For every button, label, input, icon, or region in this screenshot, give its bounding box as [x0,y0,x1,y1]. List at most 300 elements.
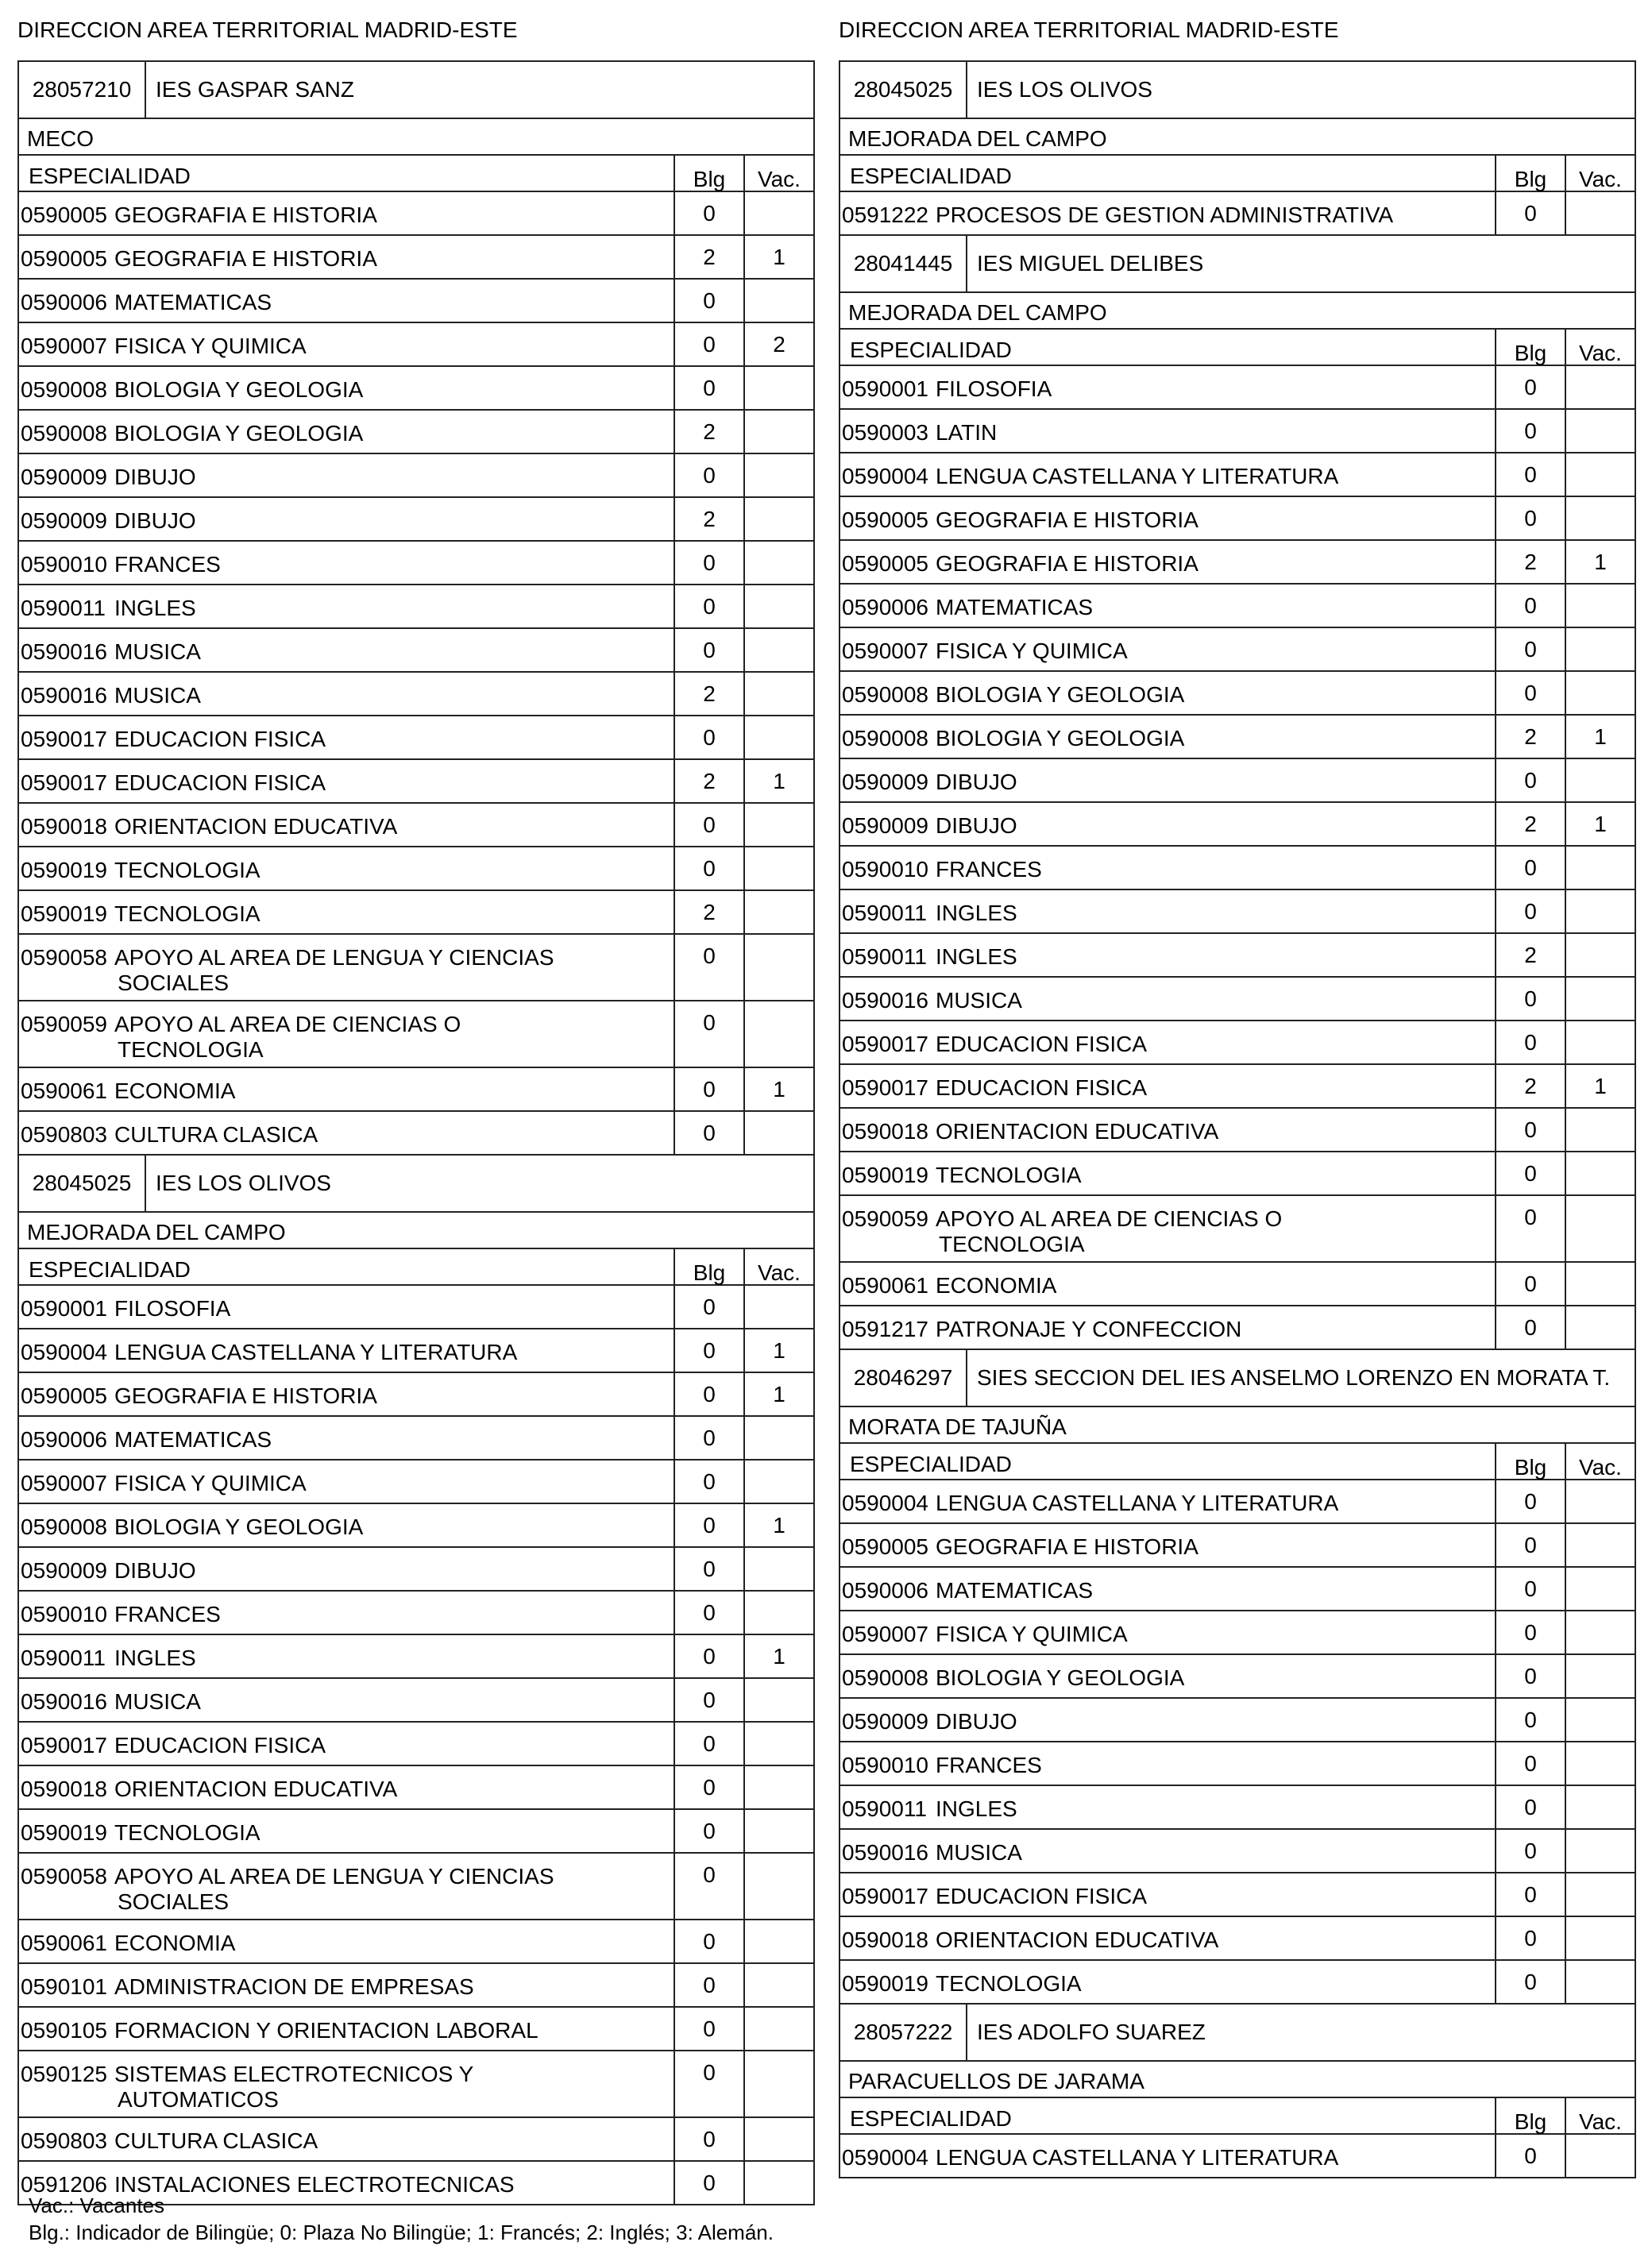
speciality-code: 0590011 [842,901,927,925]
vac-cell: 1 [1565,1065,1635,1107]
vac-cell [1565,192,1635,234]
blg-cell: 0 [674,1068,743,1110]
speciality-cell [19,760,674,802]
speciality-cell [840,890,1495,932]
speciality-name: DIBUJO [114,508,196,533]
blg-cell: 2 [674,673,743,715]
speciality-name: INSTALACIONES ELECTROTECNICAS [114,2172,515,2197]
vac-cell [743,1460,813,1503]
speciality-code: 0590004 [842,464,929,488]
speciality-code: 0590009 [21,1558,108,1583]
speciality-code: 0590010 [21,552,108,577]
speciality-cell [19,585,674,627]
speciality-name: CULTURA CLASICA [114,2128,318,2153]
speciality-code: 0590018 [21,814,108,839]
table-row [19,322,813,365]
vac-cell [743,1679,813,1721]
vac-cell [743,1810,813,1852]
header-vac: Vac. [1565,330,1635,365]
table-row [840,1107,1635,1151]
speciality-code: 0590017 [842,1075,929,1100]
blg-cell: 2 [1495,541,1565,583]
blg-cell: 0 [674,585,743,627]
blg-cell: 0 [1495,1480,1565,1522]
table-row [19,671,813,715]
speciality-cell [840,1961,1495,2003]
speciality-code: 0590008 [21,377,108,402]
speciality-name: DIBUJO [936,1709,1017,1734]
vac-cell [1565,890,1635,932]
header-vac: Vac. [743,1249,813,1284]
speciality-name-cont: TECNOLOGIA [939,1232,1085,1256]
speciality-name: EDUCACION FISICA [114,770,326,795]
table-row [19,1328,813,1372]
speciality-cell [19,1592,674,1634]
speciality-code: 0590009 [842,770,929,794]
vac-cell [743,2008,813,2050]
speciality-cell [19,1548,674,1590]
speciality-cell [19,1329,674,1372]
speciality-name: FRANCES [114,1602,221,1626]
speciality-cell [19,1635,674,1677]
center-name: IES LOS OLIVOS [156,1171,331,1195]
header-blg: Blg [674,156,743,191]
speciality-name: LENGUA CASTELLANA Y LITERATURA [936,1491,1339,1515]
speciality-name: BIOLOGIA Y GEOLOGIA [936,726,1185,750]
center-header [840,1350,1635,1406]
speciality-code: 0590008 [842,726,929,750]
speciality-code: 0590007 [842,639,929,663]
speciality-code: 0590008 [842,1665,929,1690]
blg-cell: 0 [674,1329,743,1372]
speciality-name: FRANCES [114,552,221,577]
speciality-code: 0590007 [21,1471,108,1495]
speciality-cell [840,1306,1495,1349]
speciality-cell [19,2008,674,2050]
blg-cell: 0 [674,280,743,322]
table-row [19,2006,813,2050]
vac-cell [743,673,813,715]
vac-cell [743,411,813,453]
table-row [840,1785,1635,1828]
vac-cell [1565,1152,1635,1194]
speciality-name: MATEMATICAS [114,1427,272,1452]
table-row [19,627,813,671]
speciality-code: 0590004 [842,2145,929,2170]
blg-cell: 0 [674,1964,743,2006]
blg-cell: 0 [1495,1152,1565,1194]
speciality-cell [19,1001,674,1067]
speciality-code: 0590011 [842,1796,927,1821]
speciality-cell [840,1109,1495,1151]
speciality-cell [840,1742,1495,1785]
table-row [19,1590,813,1634]
speciality-cell [840,978,1495,1020]
speciality-name: GEOGRAFIA E HISTORIA [114,203,377,227]
speciality-cell [19,935,674,1000]
blg-cell: 0 [674,1373,743,1415]
speciality-name: EDUCACION FISICA [114,727,326,751]
speciality-cell [19,367,674,409]
vac-cell: 1 [743,1635,813,1677]
blg-cell: 0 [674,1548,743,1590]
blg-cell: 0 [674,2162,743,2204]
speciality-code: 0590006 [21,290,108,314]
vac-cell [743,192,813,234]
speciality-cell [840,672,1495,714]
speciality-cell [19,498,674,540]
blg-cell: 0 [1495,1524,1565,1566]
speciality-cell [840,1786,1495,1828]
vac-cell [743,367,813,409]
blg-cell: 0 [674,1592,743,1634]
blg-cell: 0 [1495,1109,1565,1151]
blg-cell: 2 [1495,1065,1565,1107]
speciality-code: 0590061 [21,1078,108,1103]
speciality-name: GEOGRAFIA E HISTORIA [936,551,1198,576]
speciality-code: 0590001 [21,1296,108,1321]
speciality-name: INGLES [936,1796,1017,1821]
table-row [840,845,1635,889]
blg-cell: 0 [674,1810,743,1852]
blg-cell: 0 [1495,1873,1565,1916]
speciality-cell [19,2051,674,2116]
speciality-name: FILOSOFIA [936,376,1052,401]
speciality-cell [840,1524,1495,1566]
speciality-code: 0591217 [842,1317,929,1341]
speciality-cell [840,497,1495,539]
vac-cell [743,1854,813,1919]
speciality-cell [840,1065,1495,1107]
blg-cell: 0 [674,454,743,496]
speciality-code: 0590008 [21,1515,108,1539]
table-row [840,583,1635,627]
speciality-name: BIOLOGIA Y GEOLOGIA [114,1515,364,1539]
blg-cell: 0 [674,1635,743,1677]
blg-cell: 0 [1495,628,1565,670]
speciality-code: 0590010 [842,1753,929,1777]
blg-cell: 0 [674,1723,743,1765]
table-row [840,1566,1635,1610]
vac-cell [1565,1830,1635,1872]
vac-cell [743,629,813,671]
speciality-cell [19,1373,674,1415]
speciality-code: 0590005 [21,246,108,271]
speciality-name: ECONOMIA [114,1078,236,1103]
blg-cell: 0 [1495,192,1565,234]
vac-cell [1565,759,1635,801]
blg-cell: 0 [1495,2135,1565,2177]
speciality-cell [19,1112,674,1154]
blg-cell: 0 [1495,453,1565,496]
speciality-cell [19,236,674,278]
vac-cell [743,2118,813,2160]
speciality-cell [19,1920,674,1962]
center-name: SIES SECCION DEL IES ANSELMO LORENZO EN MORATA T. [977,1365,1611,1390]
speciality-code: 0590006 [842,1578,929,1603]
table-row [19,1919,813,1962]
blg-cell: 0 [1495,1655,1565,1697]
vac-cell [743,1592,813,1634]
speciality-code: 0590017 [21,1733,108,1758]
table-row [19,365,813,409]
center-header [19,1156,813,1211]
blg-cell: 0 [1495,1742,1565,1785]
table-row [19,715,813,758]
vac-cell: 1 [1565,716,1635,758]
table-row [840,191,1635,234]
speciality-name: TECNOLOGIA [114,1820,261,1845]
speciality-name: BIOLOGIA Y GEOLOGIA [114,377,364,402]
speciality-cell [19,192,674,234]
speciality-name: FISICA Y QUIMICA [114,1471,307,1495]
speciality-code: 0590017 [21,770,108,795]
speciality-code: 0590011 [21,596,106,620]
speciality-code: 0590058 [21,1864,108,1889]
vac-cell: 1 [1565,803,1635,845]
speciality-name: ECONOMIA [936,1273,1057,1298]
speciality-code: 0590007 [21,334,108,358]
table-row [840,1522,1635,1566]
blg-cell: 0 [1495,410,1565,452]
vac-cell [1565,1786,1635,1828]
speciality-cell [840,1152,1495,1194]
table-header [19,154,813,191]
center-code: 28046297 [840,1350,967,1406]
speciality-cell [840,541,1495,583]
blg-cell: 0 [674,2008,743,2050]
blg-cell: 2 [674,236,743,278]
speciality-name: DIBUJO [936,770,1017,794]
blg-cell: 0 [674,192,743,234]
vac-cell [1565,453,1635,496]
speciality-code: 0590059 [21,1012,108,1036]
vac-cell [743,1286,813,1328]
table-header [840,154,1635,191]
speciality-name: APOYO AL AREA DE LENGUA Y CIENCIAS [114,1864,554,1889]
speciality-name: SISTEMAS ELECTROTECNICOS Y [114,2062,474,2086]
vac-cell: 1 [743,236,813,278]
speciality-code: 0590016 [21,1689,108,1714]
speciality-code: 0590061 [842,1273,929,1298]
blg-cell: 0 [674,1417,743,1459]
table-row [840,1151,1635,1194]
blg-cell: 0 [1495,672,1565,714]
table-row [840,496,1635,539]
speciality-name: ORIENTACION EDUCATIVA [114,1777,398,1801]
speciality-name: MUSICA [114,639,201,664]
table-header [840,328,1635,365]
speciality-cell [19,1810,674,1852]
blg-cell: 2 [674,760,743,802]
blg-cell: 0 [1495,1917,1565,1959]
center-code: 28057210 [19,62,146,118]
blg-cell: 0 [674,847,743,889]
table-header [840,2097,1635,2133]
table-row [840,1063,1635,1107]
table-row [840,932,1635,976]
speciality-cell [840,1021,1495,1063]
speciality-code: 0590011 [842,944,927,969]
speciality-name-cont: TECNOLOGIA [118,1037,264,1062]
table-row [19,1808,813,1852]
blg-cell: 0 [674,2051,743,2116]
speciality-cell [19,1460,674,1503]
vac-cell [1565,1699,1635,1741]
speciality-name: MATEMATICAS [936,595,1094,619]
center-code: 28045025 [19,1156,146,1211]
vac-cell [743,1920,813,1962]
table-header [19,1248,813,1284]
center-code: 28041445 [840,236,967,291]
table-row [19,1372,813,1415]
speciality-name: FRANCES [936,857,1042,882]
center-block [840,2003,1635,2177]
header-especialidad: ESPECIALIDAD [29,1257,191,1282]
table-row [19,1000,813,1067]
blg-cell: 0 [1495,1786,1565,1828]
table-row [19,846,813,889]
speciality-name: CULTURA CLASICA [114,1122,318,1147]
table-row [19,1546,813,1590]
blg-cell: 0 [1495,759,1565,801]
speciality-name: DIBUJO [114,465,196,489]
speciality-code: 0590017 [21,727,108,751]
table-row [840,1479,1635,1522]
speciality-name: FRANCES [936,1753,1042,1777]
speciality-cell [840,1873,1495,1916]
speciality-code: 0590019 [842,1163,929,1187]
table-row [19,2116,813,2160]
speciality-name: ORIENTACION EDUCATIVA [114,814,398,839]
blg-cell: 0 [1495,1699,1565,1741]
center-block [840,234,1635,1349]
speciality-code: 0590009 [842,813,929,838]
blg-cell: 0 [1495,1611,1565,1653]
speciality-code: 0590006 [21,1427,108,1452]
blg-cell: 0 [1495,1306,1565,1349]
center-header [840,236,1635,291]
header-vac: Vac. [1565,156,1635,191]
vac-cell: 1 [743,1329,813,1372]
center-header [19,62,813,118]
vac-cell [743,454,813,496]
vac-cell [743,716,813,758]
vac-cell [743,498,813,540]
blg-cell: 0 [1495,585,1565,627]
speciality-cell [840,1196,1495,1261]
table-row [19,234,813,278]
blg-cell: 0 [1495,1196,1565,1261]
speciality-code: 0590016 [842,1840,929,1865]
speciality-name: EDUCACION FISICA [936,1075,1148,1100]
vac-cell: 1 [743,1068,813,1110]
speciality-name: BIOLOGIA Y GEOLOGIA [936,1665,1185,1690]
speciality-name: INGLES [114,1646,196,1670]
blg-cell: 0 [674,1766,743,1808]
vac-cell [743,1964,813,2006]
vac-cell [743,1723,813,1765]
footer-legend-blg: Blg.: Indicador de Bilingüe; 0: Plaza No Bilingüe; 1: Francés; 2: Inglés; 3: Alemán. [29,2221,774,2244]
vac-cell [743,1548,813,1590]
table-row [19,409,813,453]
speciality-name: PATRONAJE Y CONFECCION [936,1317,1242,1341]
vac-cell [743,1112,813,1154]
speciality-cell [19,542,674,584]
speciality-code: 0590007 [842,1622,929,1646]
speciality-code: 0590018 [21,1777,108,1801]
vac-cell [1565,1263,1635,1305]
speciality-cell [19,1679,674,1721]
table-row [840,627,1635,670]
speciality-code: 0590008 [842,682,929,707]
blg-cell: 0 [674,1112,743,1154]
table-row [19,802,813,846]
speciality-cell [19,454,674,496]
blg-cell: 0 [674,323,743,365]
vac-cell [1565,1611,1635,1653]
speciality-name: FORMACION Y ORIENTACION LABORAL [114,2018,538,2043]
header-blg: Blg [1495,1444,1565,1479]
speciality-code: 0590005 [842,551,929,576]
speciality-code: 0590004 [842,1491,929,1515]
vac-cell [1565,497,1635,539]
blg-cell: 0 [674,1460,743,1503]
vac-cell [1565,1961,1635,2003]
speciality-cell [840,1263,1495,1305]
speciality-code: 0590016 [21,639,108,664]
header-especialidad: ESPECIALIDAD [850,338,1012,362]
speciality-code: 0590017 [842,1032,929,1056]
speciality-cell [840,1611,1495,1653]
center-name: IES GASPAR SANZ [156,77,354,102]
header-blg: Blg [1495,330,1565,365]
speciality-name: DIBUJO [114,1558,196,1583]
table-row [840,1194,1635,1261]
speciality-code: 0590016 [842,988,929,1013]
speciality-name: MUSICA [936,988,1022,1013]
speciality-cell [840,2135,1495,2177]
table-row [19,1415,813,1459]
vac-cell: 1 [743,1504,813,1546]
blg-cell: 0 [1495,847,1565,889]
speciality-cell [19,2118,674,2160]
speciality-code: 0590001 [842,376,929,401]
speciality-name: ORIENTACION EDUCATIVA [936,1119,1219,1144]
header-especialidad: ESPECIALIDAD [850,1452,1012,1476]
vac-cell [1565,1306,1635,1349]
vac-cell [1565,628,1635,670]
table-row [840,408,1635,452]
speciality-cell [840,585,1495,627]
vac-cell [1565,978,1635,1020]
speciality-cell [19,1964,674,2006]
vac-cell [743,542,813,584]
table-row [840,1697,1635,1741]
speciality-name: MATEMATICAS [936,1578,1094,1603]
vac-cell [1565,1109,1635,1151]
header-especialidad: ESPECIALIDAD [29,164,191,188]
blg-cell: 2 [674,891,743,933]
table-row [19,191,813,234]
blg-cell: 0 [1495,1568,1565,1610]
header-vac: Vac. [1565,1444,1635,1479]
table-row [19,1503,813,1546]
speciality-cell [840,1480,1495,1522]
table-row [19,1459,813,1503]
speciality-cell [840,453,1495,496]
table-row [19,2050,813,2116]
